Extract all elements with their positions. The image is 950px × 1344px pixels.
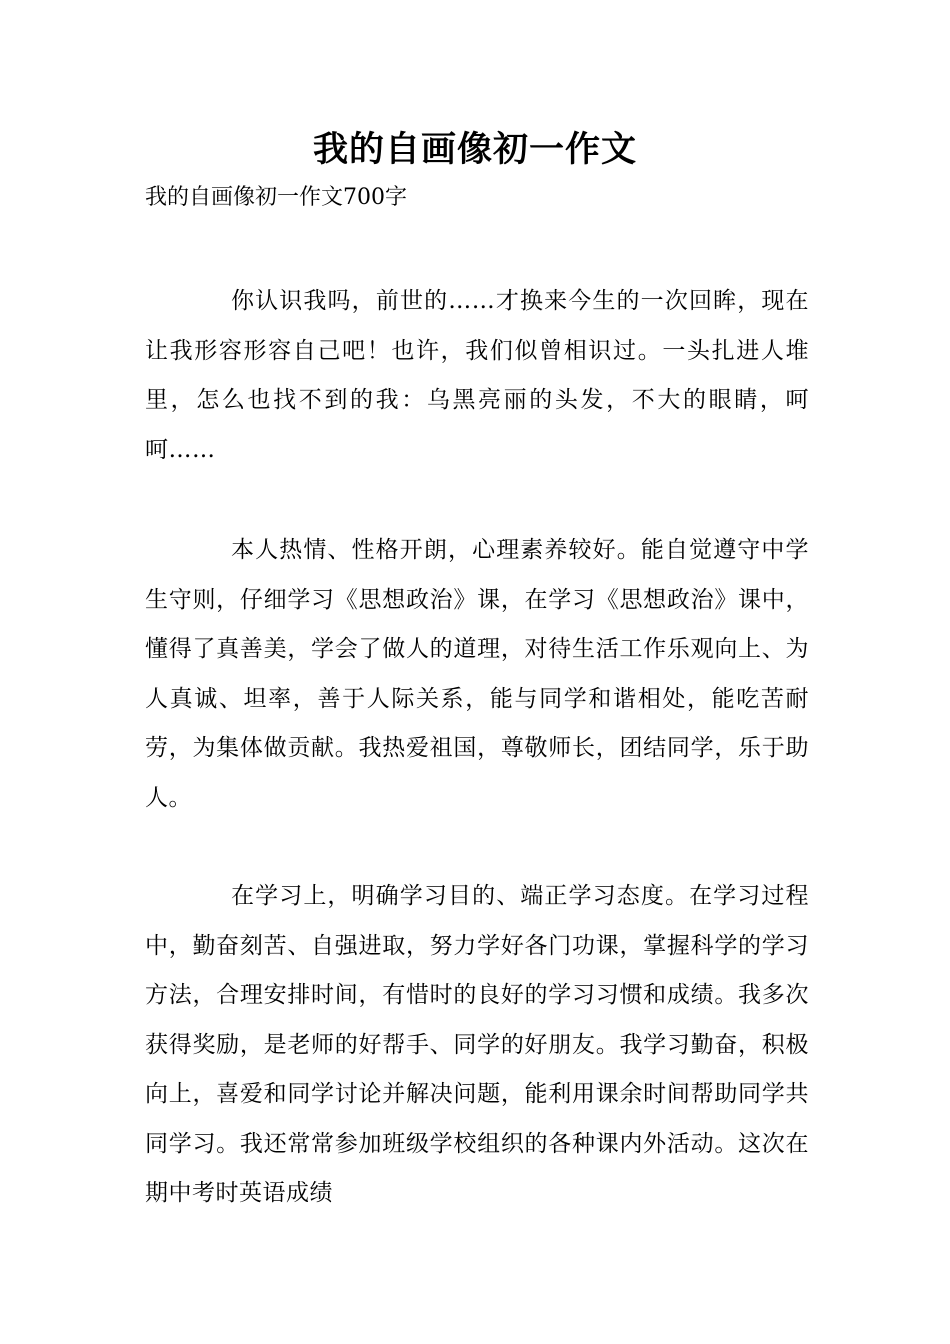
document-subtitle: 我的自画像初一作文700字: [145, 185, 407, 210]
document-title: 我的自画像初一作文: [312, 130, 637, 170]
paragraph-2: 本人热情、性格开朗，心理素养较好。能自觉遵守中学生守则，仔细学习《思想政治》课，在学习《思想政治》课中，懂得了真善美，学会了做人的道理，对待生活工作乐观向上、为人真诚、坦率，善于人际关系，能与同学和谐相处，能吃苦耐劳，为集体做贡献。我热爱祖国，尊敬师长，团结同学，乐于助人。: [145, 537, 809, 811]
paragraph-3: 在学习上，明确学习目的、端正学习态度。在学习过程中，勤奋刻苦、自强进取，努力学好各门功课，掌握科学的学习方法，合理安排时间，有惜时的良好的学习习惯和成绩。我多次获得奖励，是老师的好帮手、同学的好朋友。我学习勤奋，积极向上，喜爱和同学讨论并解决问题，能利用课余时间帮助同学共同学习。我还常常参加班级学校组织的各种课内外活动。这次在期中考时英语成绩: [145, 883, 809, 1206]
paragraph-1: 你认识我吗，前世的……才换来今生的一次回眸，现在让我形容形容自己吧！也许，我们似曾相识过。一头扎进人堆里，怎么也找不到的我：乌黑亮丽的头发，不大的眼睛，呵呵……: [145, 288, 809, 463]
